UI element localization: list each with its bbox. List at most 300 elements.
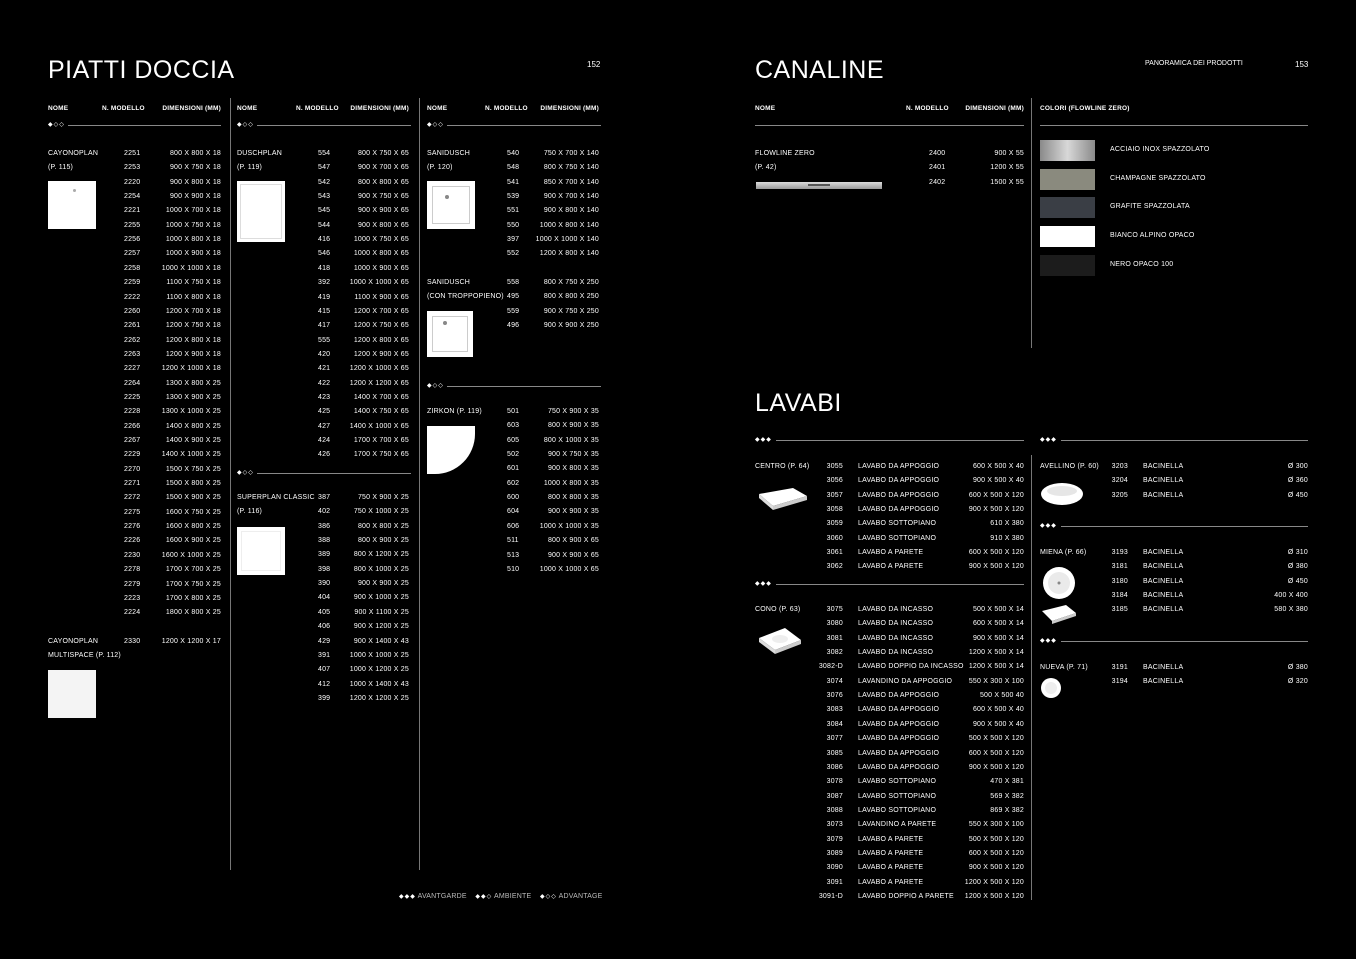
model-number: 605 <box>507 436 520 444</box>
dimensions: 800 X 750 X 140 <box>543 164 599 172</box>
model-number: 552 <box>507 250 520 258</box>
dimensions: 580 X 380 <box>1274 606 1308 614</box>
dimensions: 800 X 800 X 35 <box>547 494 599 502</box>
model-number: 3089 <box>826 849 843 857</box>
dimensions: 1700 X 800 X 25 <box>165 594 221 602</box>
color-label: BIANCO ALPINO OPACO <box>1110 232 1195 240</box>
dimensions: 750 X 900 X 35 <box>547 408 599 415</box>
model-number: 3060 <box>826 534 843 542</box>
model-number: 2253 <box>124 164 141 172</box>
range-diamonds: ◆◇◇ <box>427 382 447 389</box>
product-description: LAVABO A PARETE <box>858 549 924 557</box>
product-description: LAVABO A PARETE <box>858 835 924 843</box>
dimensions: 900 X 500 X 40 <box>972 477 1024 485</box>
product-description: LAVABO A PARETE <box>858 864 924 872</box>
model-number: 3073 <box>826 821 843 829</box>
model-number: 3181 <box>1111 563 1128 571</box>
model-number: 2272 <box>124 494 141 502</box>
dimensions: 900 X 1400 X 43 <box>353 637 409 645</box>
dimensions: 1200 X 800 X 65 <box>353 336 409 344</box>
model-number: 3076 <box>826 692 843 700</box>
dimensions: 1300 X 900 X 25 <box>165 393 221 401</box>
dimensions: 1700 X 750 X 25 <box>165 580 221 588</box>
group-rule <box>427 386 601 387</box>
model-number: 2254 <box>124 193 141 201</box>
model-number: 398 <box>318 565 331 573</box>
dimensions: 1800 X 800 X 25 <box>165 609 221 617</box>
dimensions: 800 X 900 X 35 <box>547 422 599 430</box>
dimensions: 1000 X 900 X 65 <box>353 264 409 272</box>
model-number: 3203 <box>1111 463 1128 470</box>
dimensions: 900 X 1000 X 25 <box>353 594 409 602</box>
header-rule <box>48 125 221 126</box>
dimensions: 900 X 800 X 35 <box>547 465 599 473</box>
dimensions: 1200 X 800 X 18 <box>165 336 221 344</box>
color-swatch <box>1040 197 1095 218</box>
model-number: 389 <box>318 551 331 559</box>
product-name: DUSCHPLAN <box>237 150 282 157</box>
product-image-cayonoplan-multispace <box>48 670 96 718</box>
color-label: CHAMPAGNE SPAZZOLATO <box>1110 174 1206 182</box>
dimensions: 800 X 800 X 25 <box>357 522 409 530</box>
model-number: 388 <box>318 537 331 545</box>
column-divider <box>1031 98 1032 348</box>
model-number: 548 <box>507 164 520 172</box>
model-number: 2259 <box>124 279 141 287</box>
model-number: 2260 <box>124 307 141 315</box>
page-title-canaline: CANALINE <box>755 56 885 84</box>
model-number: 544 <box>318 221 331 229</box>
model-number: 551 <box>507 207 520 215</box>
model-number: 3059 <box>826 520 843 528</box>
dimensions: 900 X 900 X 250 <box>543 322 599 330</box>
dimensions: 550 X 300 X 100 <box>968 677 1024 685</box>
dimensions: 1000 X 800 X 18 <box>165 236 221 244</box>
model-number: 2266 <box>124 422 141 430</box>
model-number: 3082-D <box>818 663 843 671</box>
dimensions: Ø 450 <box>1287 577 1308 585</box>
product-image-superplan-classic <box>237 527 285 575</box>
model-number: 2258 <box>124 264 141 272</box>
model-number: 3080 <box>826 620 843 628</box>
model-number: 3087 <box>826 792 843 800</box>
model-number: 416 <box>318 236 331 244</box>
model-number: 2402 <box>929 178 946 186</box>
dimensions: 800 X 800 X 65 <box>357 178 409 186</box>
header-dimensioni: DIMENSIONI (MM) <box>350 105 409 112</box>
dimensions: Ø 450 <box>1287 491 1308 499</box>
dimensions: 900 X 900 X 25 <box>357 580 409 588</box>
dimensions: 1500 X 800 X 25 <box>165 480 221 488</box>
dimensions: 1000 X 800 X 140 <box>539 221 599 229</box>
model-number: 501 <box>507 408 520 415</box>
model-number: 425 <box>318 408 331 416</box>
model-number: 427 <box>318 422 331 430</box>
product-description: LAVABO SOTTOPIANO <box>858 806 937 814</box>
model-number: 406 <box>318 623 331 631</box>
range-diamonds: ◆◆◆ <box>755 580 776 587</box>
dimensions: 1100 X 900 X 65 <box>354 293 409 301</box>
product-description: LAVABO A PARETE <box>858 878 924 886</box>
product-description: LAVANDINO DA APPOGGIO <box>858 677 953 685</box>
model-number: 387 <box>318 494 331 501</box>
product-description: BACINELLA <box>1143 664 1184 671</box>
model-number: 426 <box>318 451 331 459</box>
model-number: 3088 <box>826 806 843 814</box>
model-number: 399 <box>318 694 331 702</box>
product-name: FLOWLINE ZERO <box>755 150 815 157</box>
model-number: 2257 <box>124 250 141 258</box>
product-description: LAVABO DA APPOGGIO <box>858 463 940 470</box>
product-description: LAVABO DA APPOGGIO <box>858 477 940 485</box>
range-diamonds: ◆◇◇ <box>48 121 68 128</box>
product-name: CONO (P. 63) <box>755 606 801 613</box>
dimensions: 900 X 500 X 40 <box>972 720 1024 728</box>
model-number: 600 <box>507 494 520 502</box>
product-image-cayonoplan <box>48 181 96 229</box>
product-description: LAVABO DA APPOGGIO <box>858 706 940 714</box>
dimensions: 900 X 800 X 140 <box>543 207 599 215</box>
dimensions: 869 X 382 <box>990 806 1024 814</box>
dimensions: 800 X 900 X 65 <box>547 537 599 545</box>
model-number: 2261 <box>124 322 141 330</box>
model-number: 558 <box>507 279 520 286</box>
header-modello: N. MODELLO <box>102 105 145 112</box>
dimensions: 1200 X 750 X 18 <box>165 322 221 330</box>
dimensions: 470 X 381 <box>990 778 1024 786</box>
color-swatch <box>1040 255 1095 276</box>
product-name: AVELLINO (P. 60) <box>1040 463 1099 470</box>
model-number: 604 <box>507 508 520 516</box>
dimensions: 750 X 700 X 140 <box>543 150 599 157</box>
product-description: BACINELLA <box>1143 563 1184 571</box>
header-rule <box>427 125 601 126</box>
model-number: 559 <box>507 307 520 315</box>
color-label: NERO OPACO 100 <box>1110 260 1174 268</box>
dimensions: Ø 320 <box>1287 678 1308 686</box>
dimensions: 900 X 700 X 140 <box>543 193 599 201</box>
dimensions: 900 X 55 <box>994 150 1024 157</box>
model-number: 2222 <box>124 293 141 301</box>
dimensions: 800 X 800 X 18 <box>169 150 221 157</box>
product-description: BACINELLA <box>1143 491 1184 499</box>
product-description: LAVABO DA INCASSO <box>858 620 934 628</box>
dimensions: 1000 X 1000 X 25 <box>349 651 409 659</box>
dimensions: 800 X 1000 X 35 <box>543 436 599 444</box>
model-number: 3082 <box>826 649 843 657</box>
dimensions: 1000 X 900 X 18 <box>165 250 221 258</box>
dimensions: 500 X 500 X 14 <box>972 606 1024 613</box>
dimensions: 850 X 700 X 140 <box>543 178 599 186</box>
dimensions: 900 X 750 X 35 <box>547 451 599 459</box>
model-number: 386 <box>318 522 331 530</box>
model-number: 429 <box>318 637 331 645</box>
model-number: 2263 <box>124 350 141 358</box>
dimensions: 400 X 400 <box>1274 592 1308 600</box>
model-number: 390 <box>318 580 331 588</box>
product-image-centro <box>757 484 809 510</box>
dimensions: 800 X 750 X 65 <box>357 150 409 157</box>
model-number: 2255 <box>124 221 141 229</box>
legend-label-advantage: ADVANTAGE <box>558 893 603 900</box>
dimensions: 800 X 900 X 25 <box>357 537 409 545</box>
product-description: LAVANDINO A PARETE <box>858 821 937 829</box>
header-dimensioni: DIMENSIONI (MM) <box>540 105 599 112</box>
product-description: LAVABO A PARETE <box>858 849 924 857</box>
product-name: SANIDUSCH <box>427 150 471 157</box>
product-description: LAVABO A PARETE <box>858 563 924 571</box>
dimensions: 1200 X 900 X 65 <box>353 350 409 358</box>
model-number: 423 <box>318 393 331 401</box>
model-number: 495 <box>507 293 520 301</box>
dimensions: Ø 380 <box>1287 664 1308 671</box>
dimensions: 900 X 500 X 120 <box>968 763 1024 771</box>
dimensions: 1200 X 1200 X 65 <box>349 379 409 387</box>
legend-symbol-advantage: ◆◇◇ <box>540 894 557 900</box>
model-number: 3074 <box>826 677 843 685</box>
dimensions: 900 X 500 X 120 <box>968 506 1024 514</box>
range-diamonds: ◆◆◆ <box>755 436 776 443</box>
dimensions: 500 X 500 X 120 <box>968 835 1024 843</box>
product-description: LAVABO DOPPIO DA INCASSO <box>858 663 964 671</box>
model-number: 404 <box>318 594 331 602</box>
model-number: 3194 <box>1111 678 1128 686</box>
dimensions: 1300 X 1000 X 25 <box>161 408 221 416</box>
model-number: 3078 <box>826 778 843 786</box>
model-number: 543 <box>318 193 331 201</box>
model-number: 2400 <box>929 150 946 157</box>
model-number: 550 <box>507 221 520 229</box>
model-number: 417 <box>318 322 331 330</box>
page-number-left: 152 <box>587 60 601 69</box>
header-dimensioni: DIMENSIONI (MM) <box>162 105 221 112</box>
dimensions: 1000 X 1000 X 65 <box>539 565 599 573</box>
model-number: 3091 <box>826 878 843 886</box>
dimensions: Ø 380 <box>1287 563 1308 571</box>
header-rule <box>1040 125 1308 126</box>
model-number: 555 <box>318 336 331 344</box>
dimensions: 600 X 500 X 120 <box>968 849 1024 857</box>
dimensions: 569 X 382 <box>990 792 1024 800</box>
dimensions: 1000 X 1000 X 140 <box>535 236 599 244</box>
header-nome: NOME <box>427 105 448 112</box>
dimensions: 1200 X 500 X 14 <box>968 649 1024 657</box>
color-swatch <box>1040 226 1095 247</box>
range-diamonds: ◆◆◆ <box>1040 436 1061 443</box>
product-name: SUPERPLAN CLASSIC <box>237 494 315 501</box>
model-number: 422 <box>318 379 331 387</box>
range-diamonds: ◆◇◇ <box>427 121 447 128</box>
dimensions: 1200 X 55 <box>990 164 1024 172</box>
dimensions: 1400 X 1000 X 25 <box>161 451 221 459</box>
dimensions: 1400 X 1000 X 65 <box>349 422 409 430</box>
dimensions: 800 X 750 X 250 <box>543 279 599 286</box>
dimensions: 1700 X 700 X 65 <box>353 437 409 444</box>
dimensions: 1400 X 750 X 65 <box>353 408 409 416</box>
group-rule <box>237 473 411 474</box>
model-number: 539 <box>507 193 520 201</box>
dimensions: 1000 X 1400 X 43 <box>349 680 409 688</box>
model-number: 2229 <box>124 451 141 459</box>
model-number: 2279 <box>124 580 141 588</box>
dimensions: 1000 X 800 X 65 <box>353 250 409 258</box>
dimensions: 900 X 900 X 18 <box>169 193 221 201</box>
dimensions: 900 X 750 X 18 <box>169 164 221 172</box>
model-number: 2228 <box>124 408 141 416</box>
dimensions: 900 X 900 X 65 <box>357 207 409 215</box>
product-description: LAVABO DA APPOGGIO <box>858 735 940 743</box>
group-rule <box>755 584 1024 585</box>
model-number: 2330 <box>124 638 141 645</box>
dimensions: 1400 X 800 X 25 <box>165 422 221 430</box>
color-label: GRAFITE SPAZZOLATA <box>1110 203 1190 211</box>
product-name: (P. 115) <box>48 164 74 172</box>
model-number: 603 <box>507 422 520 430</box>
dimensions: 1000 X 800 X 35 <box>543 479 599 487</box>
dimensions: 600 X 500 X 40 <box>972 463 1024 470</box>
product-image-avellino <box>1040 482 1084 508</box>
legend <box>399 893 603 900</box>
dimensions: 1300 X 800 X 25 <box>165 379 221 387</box>
product-image-sanidusch-troppopieno <box>427 311 473 357</box>
header-modello: N. MODELLO <box>296 105 339 112</box>
product-name: CENTRO (P. 64) <box>755 463 810 470</box>
model-number: 2225 <box>124 393 141 401</box>
column-divider <box>419 98 420 870</box>
product-name: SANIDUSCH <box>427 279 471 286</box>
product-name: (CON TROPPOPIENO) <box>427 293 504 301</box>
header-modello: N. MODELLO <box>906 105 949 112</box>
model-number: 513 <box>507 551 520 559</box>
model-number: 601 <box>507 465 520 473</box>
dimensions: 1400 X 900 X 25 <box>165 437 221 444</box>
dimensions: 1700 X 750 X 65 <box>353 451 409 459</box>
model-number: 3055 <box>826 463 843 470</box>
product-description: BACINELLA <box>1143 577 1184 585</box>
model-number: 606 <box>507 522 520 530</box>
dimensions: 600 X 500 X 120 <box>968 491 1024 499</box>
model-number: 3056 <box>826 477 843 485</box>
dimensions: 1000 X 1000 X 65 <box>349 279 409 287</box>
dimensions: 1000 X 1000 X 35 <box>539 522 599 530</box>
product-description: BACINELLA <box>1143 463 1184 470</box>
product-description: LAVABO DA APPOGGIO <box>858 720 940 728</box>
model-number: 2276 <box>124 523 141 531</box>
dimensions: 500 X 500 X 120 <box>968 735 1024 743</box>
dimensions: 1700 X 700 X 25 <box>165 566 221 574</box>
product-image-nueva <box>1040 677 1062 699</box>
dimensions: 1200 X 1200 X 25 <box>349 694 409 702</box>
model-number: 3185 <box>1111 606 1128 614</box>
model-number: 496 <box>507 322 520 330</box>
legend-label-avantgarde: AVANTGARDE <box>417 893 467 900</box>
page-title-piatti-doccia: PIATTI DOCCIA <box>48 56 235 84</box>
model-number: 402 <box>318 508 331 516</box>
section-label: PANORAMICA DEI PRODOTTI <box>1145 60 1243 67</box>
product-name: CAYONOPLAN <box>48 150 99 157</box>
model-number: 415 <box>318 307 331 315</box>
range-diamonds: ◆◇◇ <box>237 121 257 128</box>
dimensions: 610 X 380 <box>990 520 1024 528</box>
model-number: 3081 <box>826 634 843 642</box>
model-number: 3057 <box>826 491 843 499</box>
color-label: ACCIAIO INOX SPAZZOLATO <box>1110 146 1210 153</box>
dimensions: 600 X 500 X 14 <box>972 620 1024 628</box>
dimensions: 1100 X 800 X 18 <box>166 293 221 301</box>
model-number: 2220 <box>124 178 141 186</box>
dimensions: 900 X 750 X 250 <box>543 307 599 315</box>
dimensions: 1200 X 900 X 18 <box>165 350 221 358</box>
dimensions: 600 X 500 X 120 <box>968 749 1024 757</box>
model-number: 421 <box>318 365 331 373</box>
product-description: LAVABO DA INCASSO <box>858 606 934 613</box>
model-number: 3085 <box>826 749 843 757</box>
model-number: 419 <box>318 293 331 301</box>
product-description: LAVABO SOTTOPIANO <box>858 534 937 542</box>
dimensions: 1600 X 1000 X 25 <box>161 551 221 559</box>
model-number: 541 <box>507 178 520 186</box>
model-number: 2275 <box>124 508 141 516</box>
model-number: 3061 <box>826 549 843 557</box>
model-number: 542 <box>318 178 331 186</box>
model-number: 2270 <box>124 465 141 473</box>
product-name: (P. 120) <box>427 164 453 172</box>
product-image-miena-round <box>1042 566 1076 600</box>
model-number: 405 <box>318 608 331 616</box>
dimensions: 900 X 1100 X 25 <box>354 608 409 616</box>
range-diamonds: ◆◆◆ <box>1040 522 1061 529</box>
column-divider <box>230 98 231 870</box>
dimensions: 1000 X 750 X 18 <box>165 221 221 229</box>
model-number: 3077 <box>826 735 843 743</box>
product-description: LAVABO DA APPOGGIO <box>858 491 940 499</box>
dimensions: 900 X 900 X 35 <box>547 508 599 516</box>
model-number: 391 <box>318 651 331 659</box>
model-number: 3086 <box>826 763 843 771</box>
dimensions: 1200 X 500 X 120 <box>964 878 1024 886</box>
range-diamonds: ◆◆◆ <box>1040 637 1061 644</box>
dimensions: 900 X 800 X 65 <box>357 221 409 229</box>
dimensions: 1000 X 1000 X 18 <box>161 264 221 272</box>
product-name: ZIRKON (P. 119) <box>427 408 482 415</box>
dimensions: 1000 X 700 X 18 <box>165 207 221 215</box>
product-image-duschplan <box>237 181 285 242</box>
dimensions: Ø 360 <box>1287 477 1308 485</box>
product-name: NUEVA (P. 71) <box>1040 664 1088 671</box>
column-divider <box>1031 455 1032 900</box>
dimensions: 800 X 1000 X 25 <box>353 565 409 573</box>
product-description: LAVABO SOTTOPIANO <box>858 792 937 800</box>
model-number: 420 <box>318 350 331 358</box>
model-number: 3184 <box>1111 592 1128 600</box>
product-name: (P. 42) <box>755 164 777 172</box>
model-number: 546 <box>318 250 331 258</box>
model-number: 2230 <box>124 551 141 559</box>
product-description: BACINELLA <box>1143 592 1184 600</box>
dimensions: 1500 X 900 X 25 <box>165 494 221 502</box>
model-number: 3062 <box>826 563 843 571</box>
dimensions: 900 X 800 X 18 <box>169 178 221 186</box>
model-number: 2223 <box>124 594 141 602</box>
color-swatch <box>1040 169 1095 190</box>
section-title-lavabi: LAVABI <box>755 389 842 417</box>
product-description: LAVABO DA APPOGGIO <box>858 749 940 757</box>
model-number: 3090 <box>826 864 843 872</box>
product-description: LAVABO DA APPOGGIO <box>858 506 940 514</box>
model-number: 412 <box>318 680 331 688</box>
dimensions: 1500 X 750 X 25 <box>165 465 221 473</box>
model-number: 407 <box>318 666 331 674</box>
